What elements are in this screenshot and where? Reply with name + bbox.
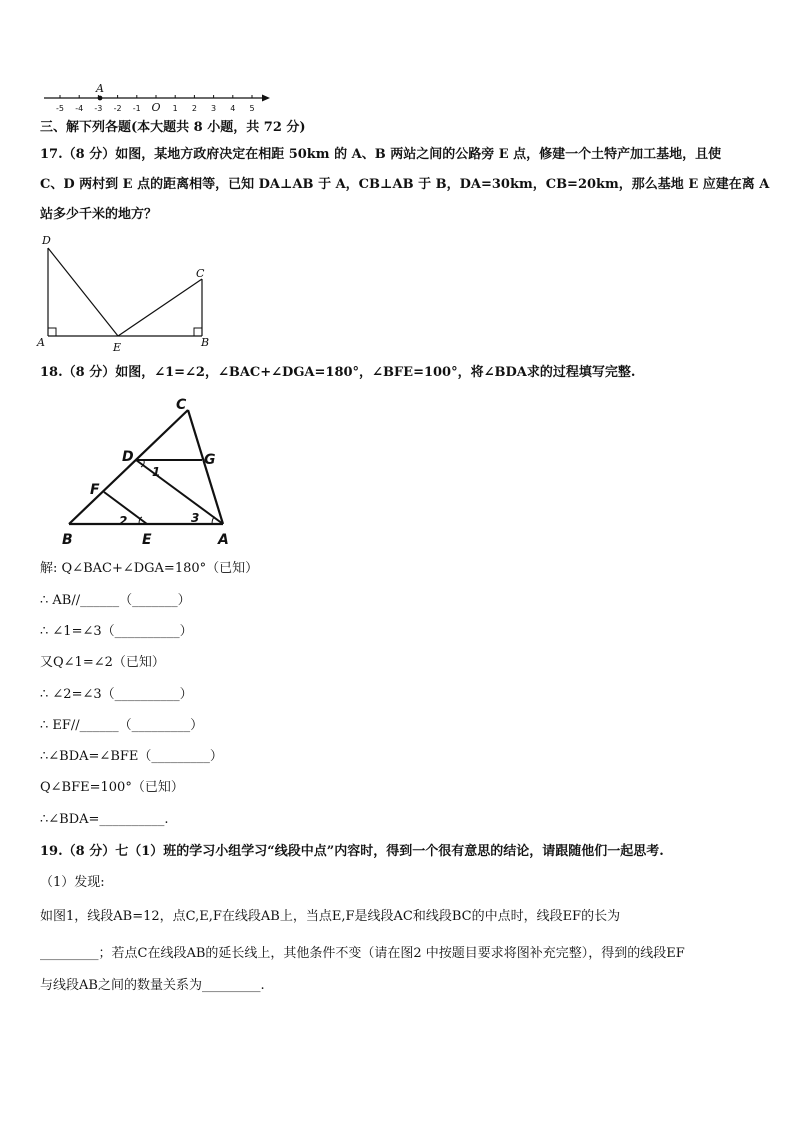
number-line-tick-label: 4 (230, 104, 236, 113)
q17-segment-de (48, 248, 118, 336)
q18-label-e: E (142, 532, 152, 547)
number-line-tick-label: -5 (56, 104, 64, 113)
number-line-figure (40, 82, 280, 122)
q18-label-f: F (90, 482, 100, 498)
q19-line5: 与线段AB之间的数量关系为_________. (40, 978, 265, 993)
q18-step-8: Q∠BFE=100°（已知） (40, 780, 184, 795)
q18-angle1-label: 1 (152, 465, 161, 479)
q18-segment-da (136, 460, 223, 524)
section3-heading: 三、解下列各题(本大题共 8 小题，共 72 分) (40, 120, 306, 135)
q18-step-3: ∴ ∠1=∠3（__________） (40, 624, 193, 639)
q18-step-5: ∴ ∠2=∠3（__________） (40, 687, 193, 702)
q18-step-9: ∴∠BDA=__________. (40, 812, 169, 827)
q17-label-e: E (113, 341, 122, 352)
q17-line1: 17.（8 分）如图，某地方政府决定在相距 50km 的 A、B 两站之间的公路旁 E 点，修建一个土特产加工基地，且使 (40, 147, 722, 162)
q17-label-c: C (196, 267, 205, 280)
q18-step-4: 又Q∠1=∠2（已知） (40, 655, 165, 670)
q17-figure (34, 232, 224, 352)
number-line-tick-label: -4 (75, 104, 84, 113)
number-line-tick-label: -2 (113, 104, 122, 113)
q17-segment-ce (118, 279, 202, 336)
q18-label-c: C (176, 397, 187, 413)
q18-figure (50, 392, 250, 547)
q17-line2: C、D 两村到 E 点的距离相等，已知 DA⊥AB 于 A，CB⊥AB 于 B，DA=30km，CB=20km，那么基地 E 应建在离 A (40, 177, 770, 192)
number-line-tick-label: -1 (132, 104, 141, 113)
q18-label-a: A (218, 532, 229, 547)
q18-line1: 18.（8 分）如图，∠1=∠2，∠BAC+∠DGA=180°，∠BFE=100°，将∠BDA求的过程填写完整. (40, 365, 636, 380)
q18-label-d: D (122, 449, 134, 465)
q18-step-2: ∴ AB//______（_______） (40, 593, 191, 608)
q18-label-g: G (204, 452, 216, 468)
q18-label-b: B (62, 532, 73, 547)
number-line-arrow (262, 95, 270, 102)
q18-angle2-label: 2 (119, 514, 128, 528)
q19-line4: _________；若点C在线段AB的延长线上，其他条件不变（请在图2 中按题目要求将图补充完整），得到的线段EF (40, 946, 685, 961)
q18-segment-bc (69, 410, 188, 524)
number-line-tick-label: -3 (94, 104, 103, 113)
number-line-tick-label: 3 (211, 104, 217, 113)
q19-line2: （1）发现: (40, 875, 105, 890)
q17-right-angle-a (48, 328, 56, 336)
q19-line1: 19.（8 分）七（1）班的学习小组学习“线段中点”内容时，得到一个很有意思的结论，请跟随他们一起思考. (40, 844, 664, 859)
number-line-tick-label: 5 (249, 104, 255, 113)
q17-right-angle-b (194, 328, 202, 336)
number-line-tick-label: 1 (172, 104, 178, 113)
q19-line3: 如图1，线段AB=12，点C,E,F在线段AB上，当点E,F是线段AC和线段BC的中点时，线段EF的长为 (40, 909, 621, 924)
number-line-point-label: A (96, 82, 104, 95)
q18-step-1: 解: Q∠BAC+∠DGA=180°（已知） (40, 561, 259, 576)
q18-angle3-label: 3 (191, 511, 200, 525)
q17-label-b: B (201, 336, 210, 349)
q17-label-a: A (37, 336, 45, 349)
q18-step-6: ∴ EF//______（_________） (40, 718, 204, 733)
q18-step-7: ∴∠BDA=∠BFE（_________） (40, 749, 223, 764)
q17-label-d: D (42, 234, 51, 247)
number-line-tick-label: O (151, 101, 161, 114)
number-line-tick-label: 2 (191, 104, 197, 113)
q17-line3: 站多少千米的地方？ (40, 207, 158, 222)
